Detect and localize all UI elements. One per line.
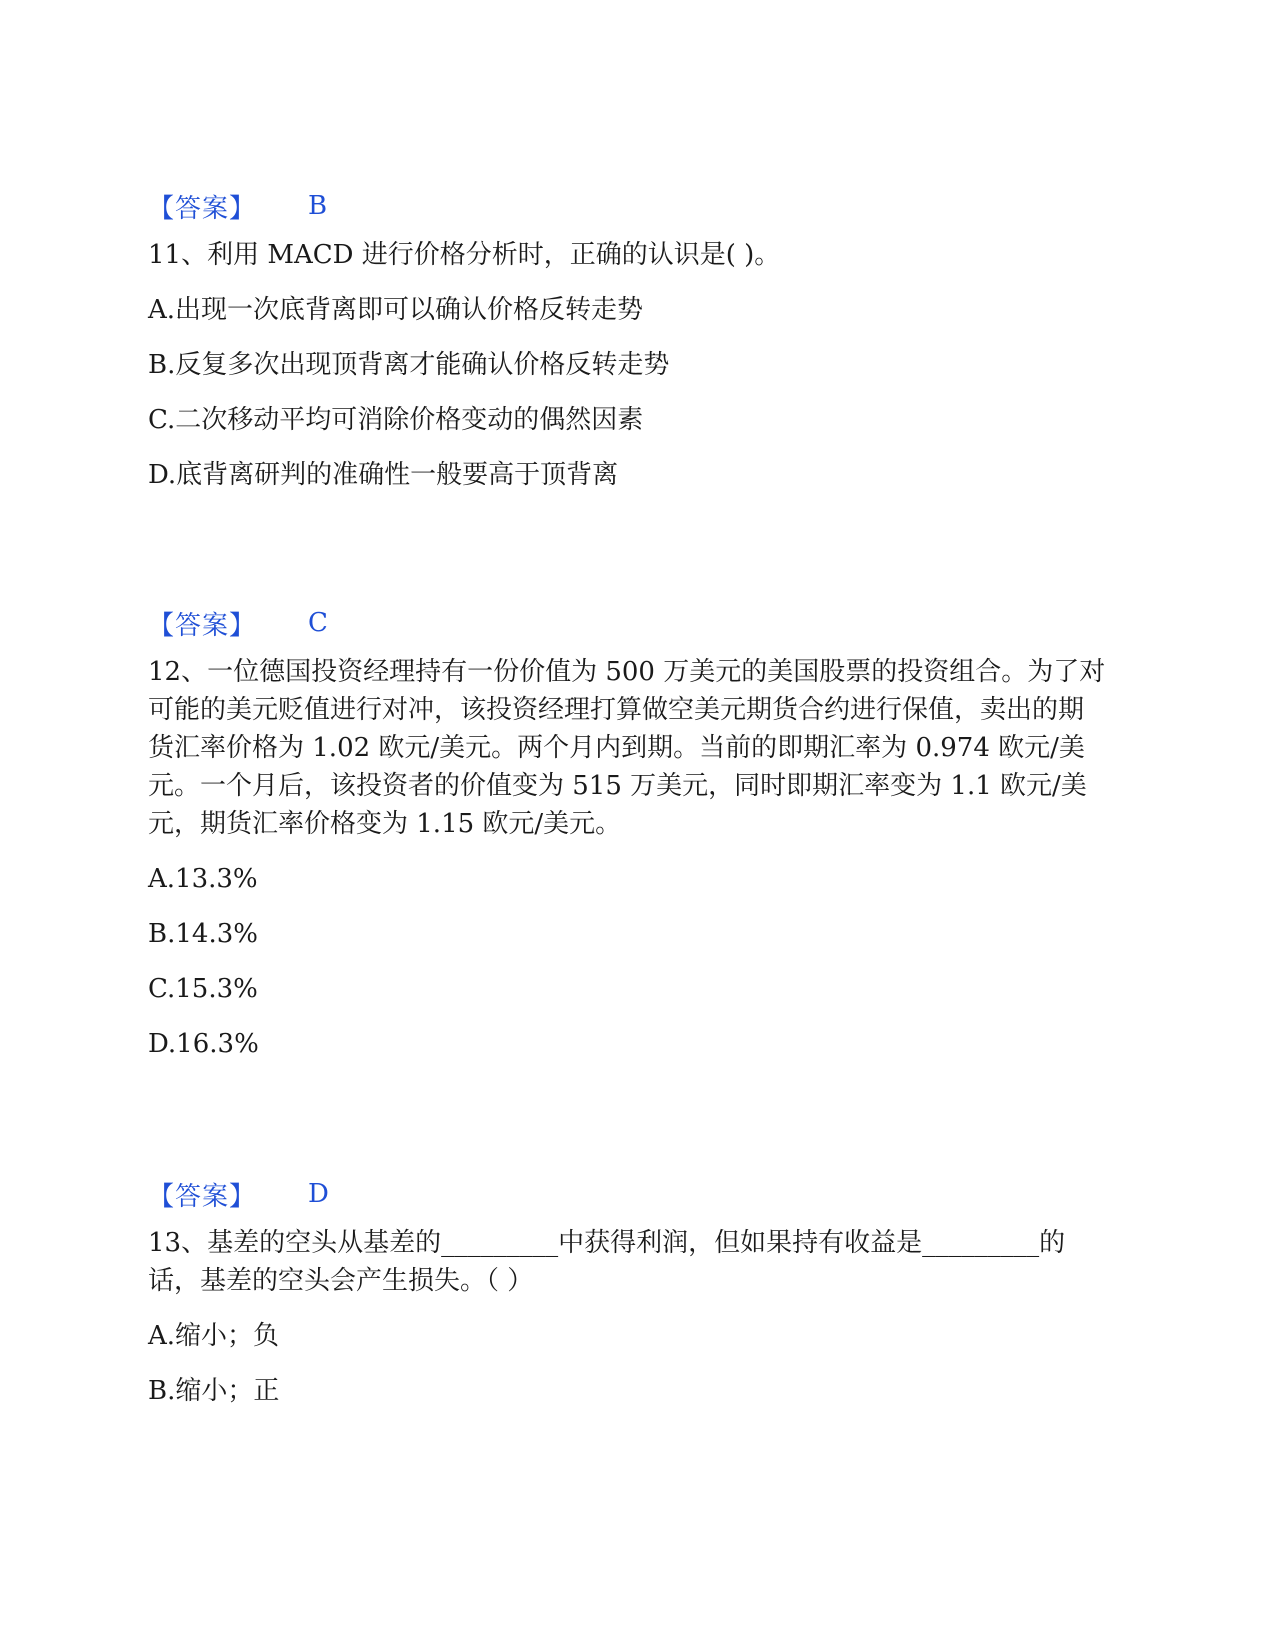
question-block-13 [148, 1174, 1108, 1410]
answer-line [148, 186, 1108, 226]
question-text: 12、一位德国投资经理持有一份价值为 500 万美元的美国股票的投资组合。为了对可能的美元贬值进行对冲，该投资经理打算做空美元期货合约进行保值，卖出的期货汇率价格为 1.02 欧元/美元。两个月内到期。当前的即期汇率为 0.974 欧元/美元。一个月后，该投资者的价值变为 515 万美元，同时即期汇率变为 1.1 欧元/美元，期货汇率价格变为 1.15 欧元/美元。 [148, 657, 1106, 839]
option-list [148, 860, 1108, 1063]
answer-line [148, 603, 1108, 643]
option-list [148, 291, 1108, 494]
answer-value: B [308, 191, 328, 221]
question-text: 11、利用 MACD 进行价格分析时，正确的认识是( )。 [148, 240, 781, 270]
option-d: D.底背离研判的准确性一般要高于顶背离 [148, 460, 619, 490]
option-b: B.反复多次出现顶背离才能确认价格反转走势 [148, 350, 670, 380]
answer-line [148, 1174, 1108, 1214]
option-d: D.16.3% [148, 1029, 259, 1059]
answer-value: C [308, 608, 328, 638]
option-a: A.缩小；负 [148, 1321, 280, 1351]
answer-value: D [308, 1179, 329, 1209]
option-b: B.14.3% [148, 919, 258, 949]
option-c: C.二次移动平均可消除价格变动的偶然因素 [148, 405, 644, 435]
option-b: B.缩小；正 [148, 1376, 280, 1406]
option-a: A.13.3% [148, 864, 258, 894]
answer-label: 【答案】 [148, 610, 257, 641]
answer-label: 【答案】 [148, 193, 257, 224]
question-block-11 [148, 186, 1108, 494]
question-text: 13、基差的空头从基差的_________中获得利润，但如果持有收益是_________的话，基差的空头会产生损失。（ ） [148, 1228, 1066, 1296]
option-list [148, 1317, 1108, 1410]
answer-label: 【答案】 [148, 1181, 257, 1212]
option-a: A.出现一次底背离即可以确认价格反转走势 [148, 295, 644, 325]
option-c: C.15.3% [148, 974, 258, 1004]
question-block-12 [148, 603, 1108, 1063]
